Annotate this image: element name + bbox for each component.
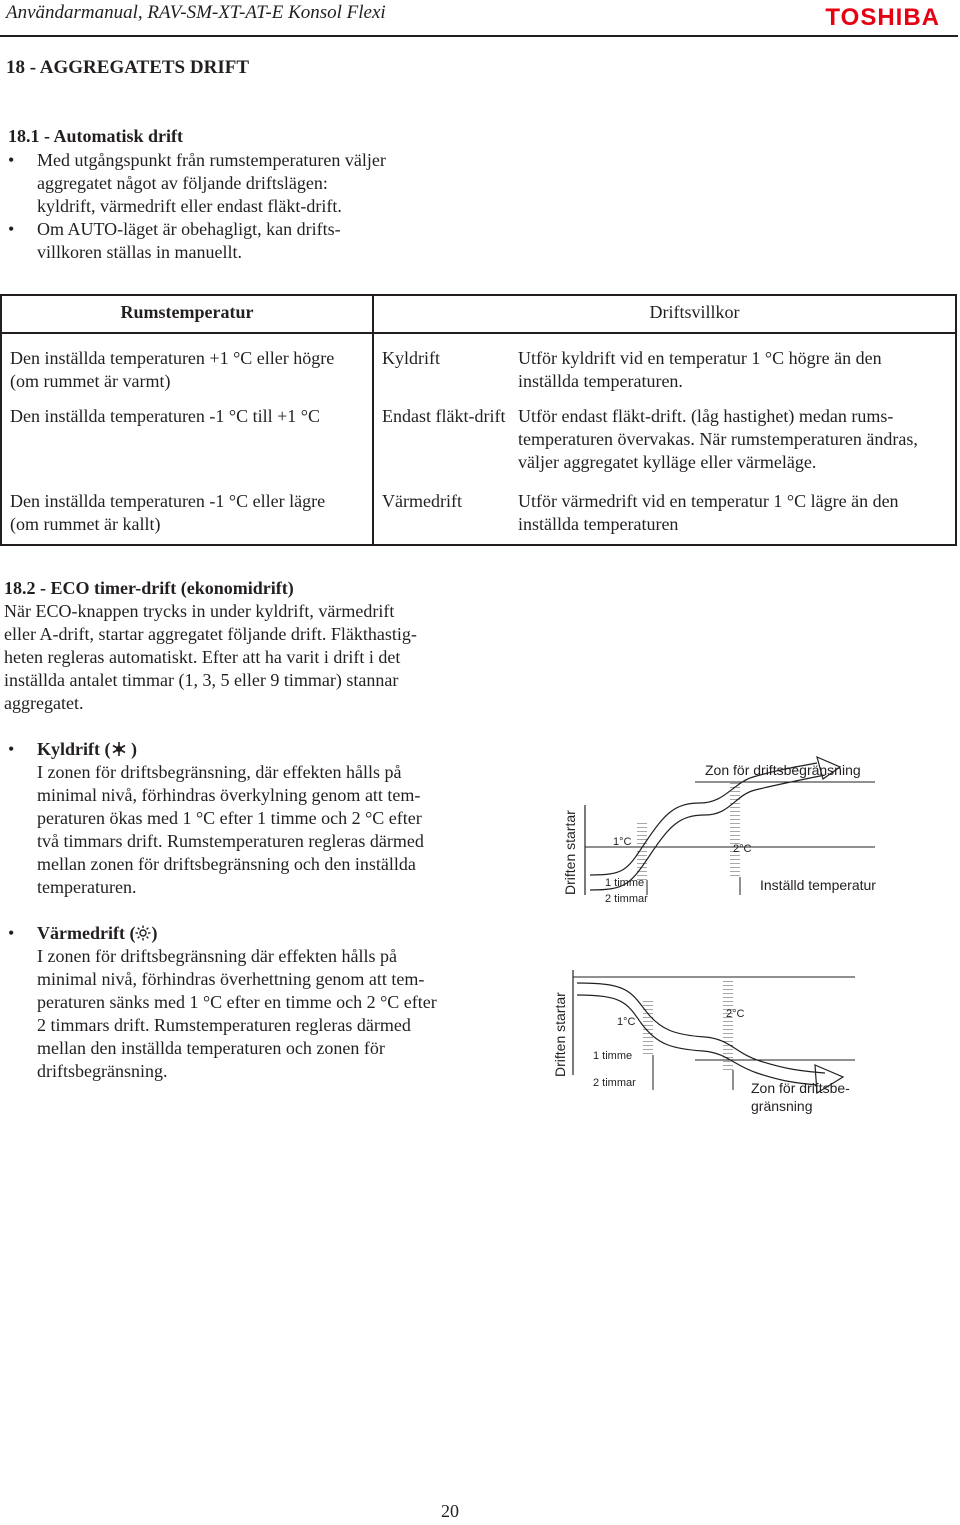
auto-bullet-2 [0, 218, 520, 264]
set-temp-label: Inställd temperatur [760, 877, 876, 893]
room-cell [1, 488, 373, 545]
step2-label: 2°C [733, 843, 752, 855]
temperature-curve-upper [590, 775, 825, 890]
sun-icon [135, 925, 151, 941]
mode-cell: Värmedrift [382, 491, 462, 511]
time1-label: 1 timme [593, 1050, 633, 1062]
temperature-curve-lower [590, 763, 817, 875]
eco-heading: 18.2 - ECO timer-drift (ekonomidrift) [4, 578, 294, 598]
text-line: När ECO-knappen trycks in under kyldrift, värmedrift [4, 601, 395, 621]
auto-bullet-1 [0, 149, 520, 218]
zone-label-line2: gränsning [751, 1098, 813, 1114]
text-line: väljer aggregatet kylläge eller värmeläge. [518, 452, 817, 472]
cooling-title [37, 738, 467, 761]
time1-label: 1 timme [605, 877, 645, 889]
text-line: driftsbegränsning. [37, 1061, 168, 1081]
heating-diagram [545, 965, 875, 1120]
text-line: aggregatet något av följande driftslägen: [37, 173, 328, 193]
header-room-temp: Rumstemperatur [1, 295, 373, 333]
table-row [1, 488, 956, 545]
auto-bullets [0, 149, 520, 264]
header-divider [0, 35, 958, 37]
text-line: Utför kyldrift vid en temperatur 1 °C högre än den [518, 348, 882, 368]
table-row [1, 333, 956, 403]
cooling-title-suffix: ) [126, 739, 137, 759]
text-line: två timmars drift. Rumstemperaturen regleras därmed [37, 831, 424, 851]
bullet-dot: • [8, 739, 15, 759]
heating-diagram-svg [545, 965, 875, 1120]
step2-label: 2°C [726, 1008, 745, 1020]
page-number: 20 [441, 1501, 459, 1521]
condition-cell [510, 333, 956, 403]
mode-cell: Kyldrift [382, 348, 440, 368]
eco-paragraph [4, 600, 464, 715]
step1-label: 1°C [613, 836, 632, 848]
text-line: inställda temperaturen [518, 514, 679, 534]
bullet-dot: • [8, 219, 15, 239]
toshiba-logo: TOSHIBA [825, 4, 940, 31]
cooling-section [37, 738, 467, 899]
cooling-diagram [555, 755, 885, 905]
text-line: Med utgångspunkt från rumstemperaturen väljer [37, 150, 386, 170]
step-region-2 [730, 782, 740, 877]
text-line: kyldrift, värmedrift eller endast fläkt-drift. [37, 196, 342, 216]
mode-cell: Endast fläkt-drift [382, 406, 506, 426]
section-title: 18 - AGGREGATETS DRIFT [6, 57, 249, 78]
cooling-diagram-svg [555, 755, 885, 905]
cooling-title-text: Kyldrift ( [37, 739, 111, 759]
room-cell [1, 333, 373, 403]
time2-label: 2 timmar [605, 893, 648, 905]
snowflake-icon [111, 741, 127, 757]
room-cell [1, 403, 373, 488]
zone-label: Zon för driftsbegränsning [705, 762, 861, 778]
text-line: minimal nivå, förhindras överkylning genom att tem- [37, 785, 421, 805]
manual-title: Användarmanual, RAV-SM-XT-AT-E Konsol Flexi [6, 2, 386, 23]
text-line: Den inställda temperaturen +1 °C eller högre [10, 348, 335, 368]
start-label: Driften startar [552, 992, 568, 1077]
text-line: mellan zonen för driftsbegränsning och den inställda [37, 854, 416, 874]
bullet-dot: • [8, 923, 15, 943]
condition-cell [510, 488, 956, 545]
temperature-curve-lower [577, 995, 817, 1085]
text-line: Utför endast fläkt-drift. (låg hastighet) medan rums- [518, 406, 894, 426]
text-line: (om rummet är varmt) [10, 371, 171, 391]
text-line: I zonen för driftsbegränsning, där effekten hålls på [37, 762, 402, 782]
bullet-dot: • [8, 150, 15, 170]
step1-label: 1°C [617, 1016, 636, 1028]
text-line: Den inställda temperaturen -1 °C eller lägre [10, 491, 326, 511]
bullet-text [37, 149, 386, 218]
header-conditions-label: Driftsvillkor [649, 302, 740, 322]
start-label: Driften startar [562, 810, 578, 895]
auto-heading: 18.1 - Automatisk drift [8, 126, 183, 146]
heating-section [37, 922, 477, 1083]
bullet-text [37, 218, 341, 264]
table-header-row [1, 295, 956, 333]
text-line: mellan den inställda temperaturen och zonen för [37, 1038, 385, 1058]
text-line: aggregatet. [4, 693, 84, 713]
text-line: peraturen sänks med 1 °C efter en timme och 2 °C efter [37, 992, 437, 1012]
heating-title-suffix: ) [151, 923, 158, 943]
text-line: eller A-drift, startar aggregatet följande drift. Fläkthastig- [4, 624, 417, 644]
text-line: heten regleras automatiskt. Efter att ha varit i drift i det [4, 647, 401, 667]
text-line: peraturen ökas med 1 °C efter 1 timme och 2 °C efter [37, 808, 422, 828]
header-conditions [373, 295, 956, 333]
text-line: 2 timmars drift. Rumstemperaturen regleras därmed [37, 1015, 411, 1035]
text-line: temperaturen övervakas. När rumstemperaturen ändras, [518, 429, 918, 449]
text-line: temperaturen. [37, 877, 137, 897]
text-line: inställda temperaturen. [518, 371, 683, 391]
table-row [1, 403, 956, 488]
text-line: Utför värmedrift vid en temperatur 1 °C lägre än den [518, 491, 899, 511]
heating-title [37, 922, 477, 945]
time2-label: 2 timmar [593, 1077, 636, 1089]
text-line: Om AUTO-läget är obehagligt, kan drifts- [37, 219, 341, 239]
condition-cell [510, 403, 956, 488]
text-line: I zonen för driftsbegränsning där effekten hålls på [37, 946, 398, 966]
zone-label-line1: Zon för driftsbe- [751, 1080, 850, 1096]
text-line: (om rummet är kallt) [10, 514, 161, 534]
text-line: inställda antalet timmar (1, 3, 5 eller 9 timmar) stannar [4, 670, 399, 690]
text-line: villkoren ställas in manuellt. [37, 242, 242, 262]
conditions-table [0, 294, 957, 546]
heating-title-text: Värmedrift ( [37, 923, 136, 943]
text-line: Den inställda temperaturen -1 °C till +1 °C [10, 406, 320, 426]
text-line: minimal nivå, förhindras överhettning genom att tem- [37, 969, 425, 989]
